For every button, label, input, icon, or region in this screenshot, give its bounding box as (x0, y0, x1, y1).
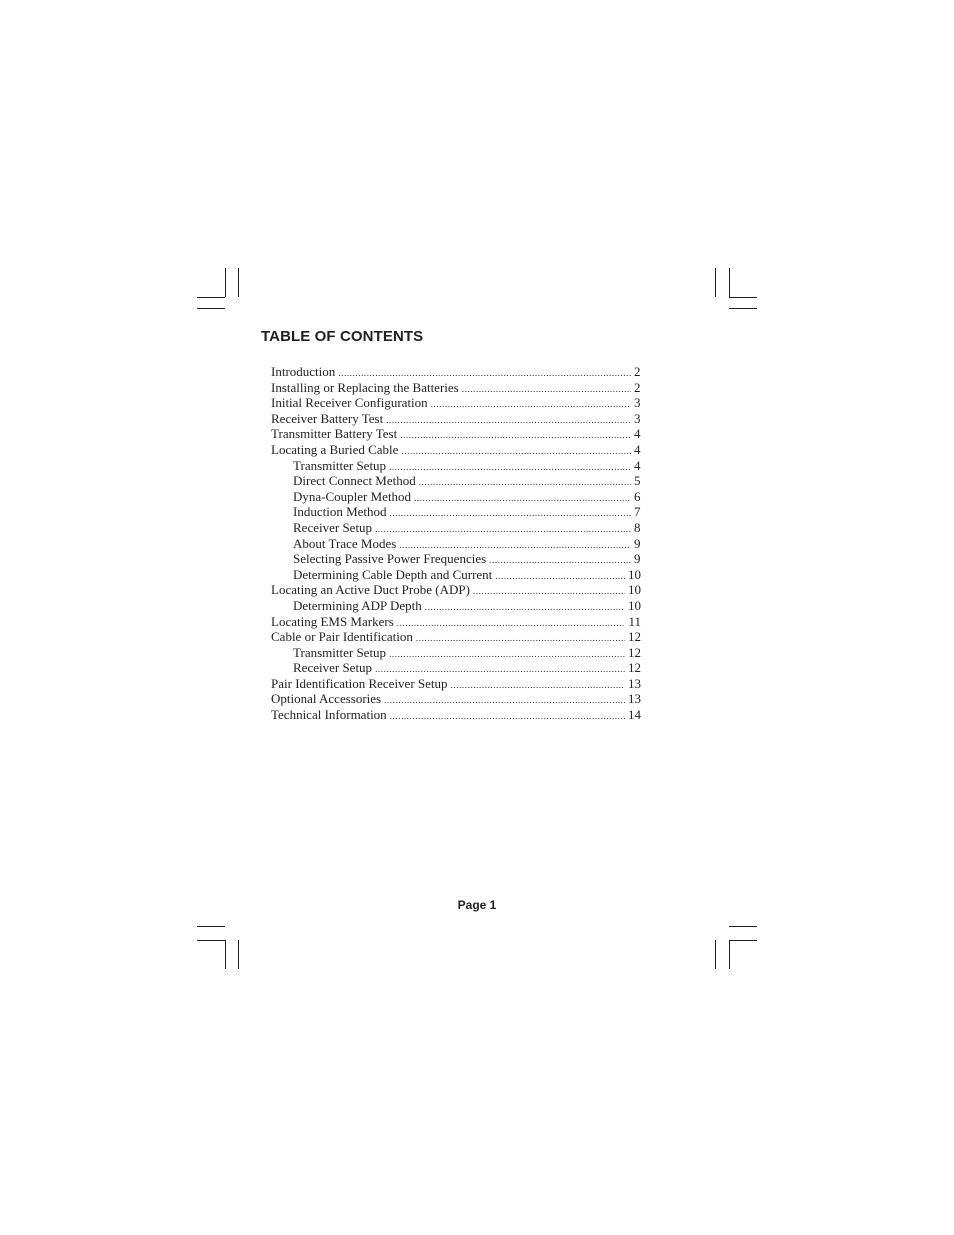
toc-leader-dots (375, 522, 631, 538)
toc-leader-dots (495, 569, 625, 585)
toc-entry-page: 4 (634, 441, 641, 457)
toc-entry[interactable] (271, 489, 641, 505)
page-number: Page 1 (457, 898, 497, 912)
crop-mark-top-right-h2 (729, 308, 757, 309)
toc-entry-page: 12 (628, 629, 641, 645)
crop-mark-bottom-left-h2 (197, 940, 225, 941)
toc-entry[interactable] (271, 567, 641, 583)
toc-entry-label: Receiver Battery Test (271, 410, 384, 426)
toc-entry[interactable] (271, 536, 641, 552)
toc-entry-label: Transmitter Battery Test (271, 426, 398, 442)
toc-leader-dots (384, 693, 625, 709)
toc-entry-label: Introduction (271, 364, 336, 379)
toc-entry-label: Determining ADP Depth (293, 597, 422, 613)
toc-entry[interactable] (271, 364, 641, 380)
toc-entry-label: Induction Method (293, 504, 387, 520)
toc-entry-label: About Trace Modes (293, 535, 397, 551)
toc-entry-page: 10 (628, 566, 641, 582)
crop-mark-top-right-v2 (729, 268, 730, 297)
toc-entry[interactable] (271, 676, 641, 692)
crop-mark-top-left-v1 (225, 268, 226, 297)
toc-entry[interactable] (271, 614, 641, 630)
crop-mark-bottom-right-v1 (715, 940, 716, 969)
toc-entry-page: 3 (634, 410, 641, 426)
toc-leader-dots (414, 491, 631, 507)
toc-entry-label: Locating EMS Markers (271, 613, 394, 629)
toc-entry-label: Determining Cable Depth and Current (293, 566, 493, 582)
toc-leader-dots (386, 413, 631, 429)
toc-entry-label: Installing or Replacing the Batteries (271, 379, 459, 395)
toc-leader-dots (473, 584, 625, 600)
toc-leader-dots (401, 444, 631, 460)
toc-entry[interactable] (271, 691, 641, 707)
toc-leader-dots (390, 506, 631, 522)
toc-entry[interactable] (271, 458, 641, 474)
toc-entry-label: Receiver Setup (293, 519, 373, 535)
toc-entry[interactable] (271, 707, 641, 723)
toc-entry-page: 10 (628, 582, 641, 598)
toc-entry-page: 4 (634, 426, 641, 442)
toc-entry-label: Cable or Pair Identification (271, 629, 413, 645)
toc-entry-page: 4 (634, 457, 641, 473)
toc-leader-dots (431, 397, 631, 413)
toc-entry-page: 2 (634, 364, 641, 379)
crop-mark-bottom-right-h2 (729, 940, 757, 941)
toc-entry-label: Initial Receiver Configuration (271, 395, 428, 411)
toc-entry[interactable] (271, 380, 641, 396)
toc-leader-dots (419, 475, 631, 491)
toc-entry[interactable] (271, 473, 641, 489)
toc-leader-dots (389, 647, 625, 663)
toc-entry-label: Direct Connect Method (293, 473, 416, 489)
toc-entry-page: 12 (628, 644, 641, 660)
toc-entry[interactable] (271, 629, 641, 645)
toc-entry-label: Transmitter Setup (293, 457, 387, 473)
toc-leader-dots (451, 678, 625, 694)
crop-mark-top-left-h2 (197, 308, 225, 309)
toc-entry-label: Selecting Passive Power Frequencies (293, 551, 487, 567)
toc-entry-label: Technical Information (271, 707, 387, 723)
toc-entry-page: 10 (628, 597, 641, 613)
crop-mark-bottom-left-v2 (238, 940, 239, 969)
toc-entry-page: 14 (628, 707, 641, 723)
toc-entry[interactable] (271, 660, 641, 676)
crop-mark-bottom-right-v2 (729, 940, 730, 969)
toc-leader-dots (400, 428, 631, 444)
toc-entry[interactable] (271, 598, 641, 614)
toc-entry-page: 3 (634, 395, 641, 411)
toc-entry-page: 5 (634, 473, 641, 489)
toc-entry[interactable] (271, 426, 641, 442)
toc-leader-dots (489, 553, 631, 569)
toc-entry-page: 13 (628, 675, 641, 691)
toc-leader-dots (462, 382, 631, 398)
crop-mark-top-left-v2 (238, 268, 239, 297)
toc-leader-dots (397, 616, 626, 632)
toc-entry-page: 8 (634, 519, 641, 535)
crop-mark-top-right-v1 (715, 268, 716, 297)
toc-leader-dots (416, 631, 625, 647)
page-title: TABLE OF CONTENTS (261, 328, 424, 345)
toc-entry-page: 7 (634, 504, 641, 520)
toc-entry[interactable] (271, 504, 641, 520)
crop-mark-bottom-right-h1 (729, 926, 757, 927)
toc-entry[interactable] (271, 411, 641, 427)
toc-leader-dots (425, 600, 625, 616)
toc-entry-label: Pair Identification Receiver Setup (271, 675, 448, 691)
toc-entry[interactable] (271, 442, 641, 458)
toc-entry-page: 9 (634, 551, 641, 567)
toc-entry-page: 6 (634, 488, 641, 504)
toc-entry-page: 13 (628, 691, 641, 707)
toc-entry[interactable] (271, 520, 641, 536)
toc-entry-label: Transmitter Setup (293, 644, 387, 660)
toc-entry-label: Locating a Buried Cable (271, 441, 399, 457)
toc-entry-label: Locating an Active Duct Probe (ADP) (271, 582, 470, 598)
toc-entry[interactable] (271, 645, 641, 661)
crop-mark-bottom-left-v1 (225, 940, 226, 969)
crop-mark-top-right-h1 (729, 297, 757, 298)
toc-entry-label: Receiver Setup (293, 660, 373, 676)
toc-leader-dots (389, 460, 631, 476)
toc-leader-dots (390, 709, 625, 725)
crop-mark-bottom-left-h1 (197, 926, 225, 927)
toc-entry-page: 9 (634, 535, 641, 551)
crop-mark-top-left-h1 (197, 297, 225, 298)
toc-entry-label: Dyna-Coupler Method (293, 488, 412, 504)
toc-entry[interactable] (271, 582, 641, 598)
toc-entry-page: 11 (628, 613, 641, 629)
toc-entry-page: 12 (628, 660, 641, 676)
toc-entry[interactable] (271, 551, 641, 567)
toc-list (271, 364, 641, 723)
toc-entry-label: Optional Accessories (271, 691, 382, 707)
toc-entry[interactable] (271, 395, 641, 411)
toc-entry-page: 2 (634, 379, 641, 395)
